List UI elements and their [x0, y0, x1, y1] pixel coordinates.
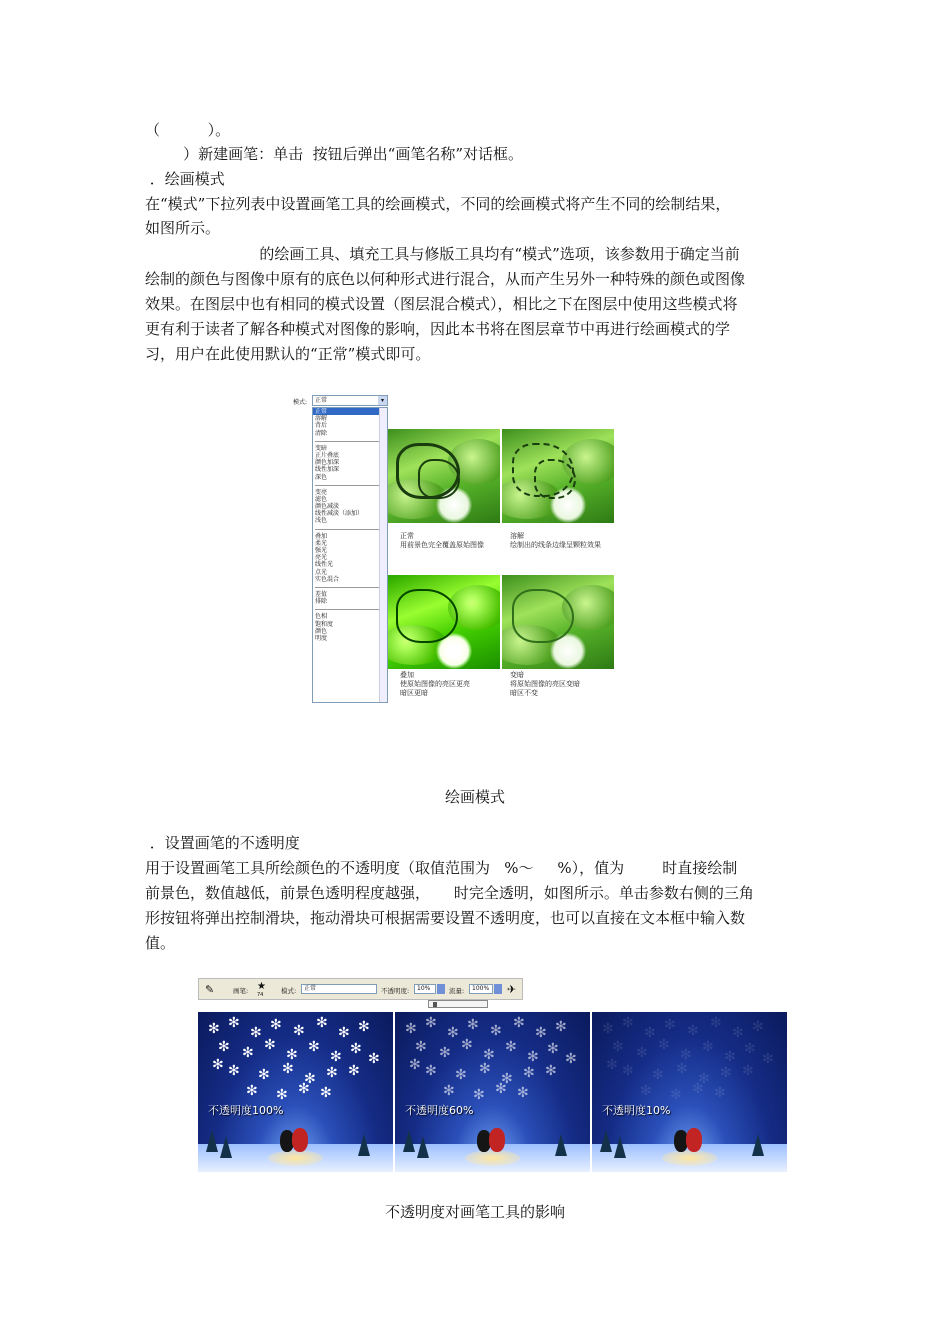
maple-leaf-icon: ✻ — [455, 1067, 467, 1083]
sample-image-normal — [388, 429, 500, 523]
figure-caption: 不透明度对画笔工具的影响 — [384, 1203, 565, 1221]
maple-leaf-icon: ✻ — [425, 1015, 437, 1031]
maple-leaf-icon: ✻ — [473, 1087, 485, 1103]
brush-options-toolbar — [198, 978, 523, 1000]
text-line: 形按钮将弹出控制滑块，拖动滑块可根据需要设置不透明度，也可以直接在文本框中输入数 — [145, 909, 746, 927]
mode-dropdown[interactable] — [312, 395, 388, 406]
mode-option[interactable]: 浅色 — [315, 517, 328, 525]
mode-option[interactable]: 点光 — [315, 568, 328, 576]
painting-mode-figure — [290, 393, 620, 705]
mode-option[interactable]: 强光 — [315, 547, 328, 554]
text-line: 前景色，数值越低，前景色透明程度越强， 时完全透明，如图所示。单击参数右侧的三角 — [145, 884, 754, 902]
maple-leaf-icon: ✻ — [640, 1083, 652, 1099]
text-line: 用于设置画笔工具所绘颜色的不透明度（取值范围为 %～ %），值为 时直接绘制 — [145, 859, 738, 877]
mode-group-separator — [315, 583, 385, 588]
maple-leaf-icon: ✻ — [517, 1085, 529, 1101]
maple-leaf-icon: ✻ — [447, 1025, 459, 1041]
mode-label: 模式: — [281, 987, 297, 995]
mode-group-separator — [315, 437, 385, 442]
opacity-label-10: 不透明度10% — [602, 1104, 671, 1117]
maple-leaf-icon: ✻ — [680, 1047, 692, 1063]
maple-leaf-icon: ✻ — [304, 1071, 316, 1087]
text-line: 习，用户在此使用默认的“正常”模式即可。 — [145, 345, 431, 363]
mode-option[interactable]: 饱和度 — [315, 620, 334, 628]
maple-leaf-icon: ✻ — [286, 1047, 298, 1063]
maple-leaf-icon: ✻ — [602, 1021, 614, 1037]
mode-dropdown-value: 正常 — [315, 397, 328, 404]
maple-leaf-icon: ✻ — [228, 1063, 240, 1079]
chevron-down-icon[interactable]: ▾ — [378, 396, 387, 405]
mode-dropdown-value: 正常 — [304, 985, 317, 992]
opacity-slider-toggle-icon[interactable] — [437, 984, 445, 994]
maple-leaf-icon: ✻ — [547, 1041, 559, 1057]
mode-option[interactable]: 变亮 — [315, 488, 328, 496]
mode-option[interactable]: 深色 — [315, 473, 328, 481]
section-heading: ．设置画笔的不透明度 — [145, 834, 300, 852]
mode-dropdown[interactable] — [301, 984, 377, 994]
mode-option[interactable]: 实色混合 — [315, 575, 340, 583]
maple-leaf-icon: ✻ — [338, 1025, 350, 1041]
mode-group-separator — [315, 605, 385, 610]
opacity-sample-100 — [198, 1012, 393, 1172]
maple-leaf-icon: ✻ — [443, 1083, 455, 1099]
opacity-label-100: 不透明度100% — [208, 1104, 284, 1117]
maple-leaf-icon: ✻ — [702, 1039, 714, 1055]
text-line: ）新建画笔：单击 按钮后弹出“画笔名称”对话框。 — [145, 145, 524, 163]
caption-darken: 变暗 将原始图像的亮区变暗 暗区不变 — [510, 671, 580, 697]
mode-option[interactable]: 背后 — [315, 422, 328, 430]
maple-leaf-icon: ✻ — [228, 1015, 240, 1031]
maple-leaf-icon: ✻ — [676, 1061, 688, 1077]
maple-leaf-icon: ✻ — [490, 1023, 502, 1039]
maple-leaf-icon: ✻ — [742, 1063, 754, 1079]
maple-leaf-icon: ✻ — [732, 1025, 744, 1041]
opacity-input[interactable]: 10% — [414, 984, 436, 994]
maple-leaf-icon: ✻ — [264, 1037, 276, 1053]
maple-leaf-icon: ✻ — [218, 1039, 230, 1055]
mode-option[interactable]: 色相 — [315, 613, 328, 621]
maple-leaf-icon: ✻ — [308, 1039, 320, 1055]
mode-list-scrollbar[interactable] — [379, 408, 387, 702]
sample-image-darken — [502, 575, 614, 669]
maple-leaf-icon: ✻ — [636, 1045, 648, 1061]
mode-option[interactable]: 颜色加深 — [315, 459, 340, 467]
maple-leaf-icon: ✻ — [545, 1063, 557, 1079]
text-line: 更有利于读者了解各种模式对图像的影响，因此本书将在图层章节中再进行绘画模式的学 — [145, 320, 731, 338]
maple-leaf-icon: ✻ — [687, 1023, 699, 1039]
maple-leaf-icon: ✻ — [479, 1061, 491, 1077]
maple-leaf-icon: ✻ — [409, 1057, 421, 1073]
maple-leaf-icon: ✻ — [565, 1051, 577, 1067]
maple-leaf-icon: ✻ — [606, 1057, 618, 1073]
opacity-slider[interactable] — [428, 1000, 488, 1008]
caption-normal: 正常 用前景色完全覆盖原始图像 — [400, 532, 484, 549]
brush-label: 画笔: — [233, 987, 249, 995]
opacity-sample-10 — [592, 1012, 787, 1172]
maple-leaf-icon: ✻ — [326, 1065, 338, 1081]
caption-overlay: 叠加 使原始图像的亮区更亮 暗区更暗 — [400, 671, 470, 697]
text-line: 在“模式”下拉列表中设置画笔工具的绘画模式，不同的绘画模式将产生不同的绘制结果， — [145, 195, 731, 213]
maple-leaf-icon: ✻ — [330, 1049, 342, 1065]
maple-leaf-icon: ✻ — [670, 1087, 682, 1103]
opacity-slider-knob[interactable] — [433, 1002, 437, 1007]
airbrush-icon[interactable]: ✈ — [507, 983, 517, 996]
brush-size: 74 — [257, 992, 264, 998]
maple-leaf-icon: ✻ — [527, 1049, 539, 1065]
caption-dissolve: 溶解 绘制出的线条边缘呈颗粒效果 — [510, 532, 601, 549]
maple-leaf-icon: ✻ — [348, 1063, 360, 1079]
sample-image-overlay — [388, 575, 500, 669]
maple-leaf-icon: ✻ — [710, 1015, 722, 1031]
text-line: 效果。在图层中也有相同的模式设置（图层混合模式），相比之下在图层中使用这些模式将 — [145, 295, 738, 313]
maple-leaf-icon: ✻ — [282, 1061, 294, 1077]
maple-leaf-icon: ✻ — [762, 1051, 774, 1067]
sample-image-dissolve — [502, 429, 614, 523]
text-line: （ ）。 — [145, 121, 231, 139]
maple-leaf-icon: ✻ — [358, 1019, 370, 1035]
opacity-label: 不透明度: — [381, 987, 410, 995]
mode-list[interactable] — [312, 407, 388, 703]
mode-option[interactable]: 颜色 — [315, 627, 328, 635]
mode-option[interactable]: 线性加深 — [315, 466, 340, 474]
maple-leaf-icon: ✻ — [368, 1051, 380, 1067]
maple-leaf-icon: ✻ — [501, 1071, 513, 1087]
brush-tool-icon[interactable]: ✎ — [205, 983, 215, 996]
maple-leaf-icon: ✻ — [212, 1057, 224, 1073]
mode-option[interactable]: 正常 — [313, 408, 387, 415]
figure-caption: 绘画模式 — [444, 788, 505, 806]
maple-leaf-icon: ✻ — [612, 1039, 624, 1055]
maple-leaf-icon: ✻ — [350, 1041, 362, 1057]
maple-leaf-icon: ✻ — [405, 1021, 417, 1037]
mode-option[interactable]: 清除 — [315, 429, 328, 437]
mode-option[interactable]: 差值 — [315, 590, 328, 598]
maple-leaf-icon: ✻ — [467, 1017, 479, 1033]
opacity-sample-60 — [395, 1012, 590, 1172]
flow-input[interactable]: 100% — [469, 984, 493, 994]
maple-leaf-icon: ✻ — [258, 1067, 270, 1083]
maple-leaf-icon: ✻ — [495, 1081, 507, 1097]
mode-group-separator — [315, 525, 385, 530]
maple-leaf-icon: ✻ — [320, 1085, 332, 1101]
maple-leaf-icon: ✻ — [622, 1015, 634, 1031]
mode-option[interactable]: 线性光 — [315, 561, 334, 569]
maple-leaf-icon: ✻ — [692, 1081, 704, 1097]
maple-leaf-icon: ✻ — [505, 1039, 517, 1055]
mode-option[interactable]: 叠加 — [315, 532, 328, 540]
maple-leaf-icon: ✻ — [555, 1019, 567, 1035]
maple-leaf-icon: ✻ — [439, 1045, 451, 1061]
mode-label: 模式: — [293, 399, 308, 406]
maple-leaf-icon: ✻ — [250, 1025, 262, 1041]
mode-option[interactable]: 溶解 — [315, 415, 328, 423]
section-heading: ．绘画模式 — [145, 170, 225, 188]
text-line: 如图所示。 — [145, 219, 221, 237]
maple-leaf-icon: ✻ — [242, 1045, 254, 1061]
maple-leaf-icon: ✻ — [724, 1049, 736, 1065]
maple-leaf-icon: ✻ — [744, 1041, 756, 1057]
maple-leaf-icon: ✻ — [664, 1017, 676, 1033]
maple-leaf-icon: ✻ — [714, 1085, 726, 1101]
maple-leaf-icon: ✻ — [415, 1039, 427, 1055]
maple-leaf-icon: ✻ — [246, 1083, 258, 1099]
maple-leaf-icon: ✻ — [698, 1071, 710, 1087]
mode-option[interactable]: 线性减淡（添加） — [315, 510, 364, 518]
maple-leaf-icon: ✻ — [298, 1081, 310, 1097]
maple-leaf-icon: ✻ — [293, 1023, 305, 1039]
text-line: 的绘画工具、填充工具与修版工具均有“模式”选项，该参数用于确定当前 — [145, 245, 740, 263]
maple-leaf-icon: ✻ — [276, 1087, 288, 1103]
maple-leaf-icon: ✻ — [644, 1025, 656, 1041]
mode-group-separator — [315, 481, 385, 486]
maple-leaf-icon: ✻ — [535, 1025, 547, 1041]
opacity-label-60: 不透明度60% — [405, 1104, 474, 1117]
flow-label: 流量: — [449, 987, 465, 995]
maple-leaf-icon: ✻ — [270, 1017, 282, 1033]
maple-leaf-icon: ✻ — [316, 1015, 328, 1031]
maple-leaf-icon: ✻ — [752, 1019, 764, 1035]
maple-leaf-icon: ✻ — [652, 1067, 664, 1083]
mode-option[interactable]: 变暗 — [315, 444, 328, 452]
mode-option[interactable]: 正片叠底 — [315, 451, 340, 459]
opacity-figure — [198, 978, 788, 1173]
maple-leaf-icon: ✻ — [622, 1063, 634, 1079]
maple-leaf-icon: ✻ — [658, 1037, 670, 1053]
mode-option[interactable]: 颜色减淡 — [315, 503, 340, 511]
maple-leaf-icon: ✻ — [461, 1037, 473, 1053]
text-line: 值。 — [145, 934, 176, 952]
mode-option[interactable]: 亮光 — [315, 554, 328, 562]
brush-preset-icon[interactable]: ★ — [257, 981, 266, 992]
maple-leaf-icon: ✻ — [720, 1065, 732, 1081]
mode-option[interactable]: 明度 — [315, 634, 328, 642]
mode-option[interactable]: 柔光 — [315, 539, 328, 547]
mode-option[interactable]: 排除 — [315, 598, 328, 606]
maple-leaf-icon: ✻ — [483, 1047, 495, 1063]
flow-slider-toggle-icon[interactable] — [494, 984, 502, 994]
maple-leaf-icon: ✻ — [425, 1063, 437, 1079]
maple-leaf-icon: ✻ — [208, 1021, 220, 1037]
mode-option[interactable]: 滤色 — [315, 495, 328, 503]
text-line: 绘制的颜色与图像中原有的底色以何种形式进行混合，从而产生另外一种特殊的颜色或图像 — [145, 270, 746, 288]
maple-leaf-icon: ✻ — [513, 1015, 525, 1031]
maple-leaf-icon: ✻ — [523, 1065, 535, 1081]
